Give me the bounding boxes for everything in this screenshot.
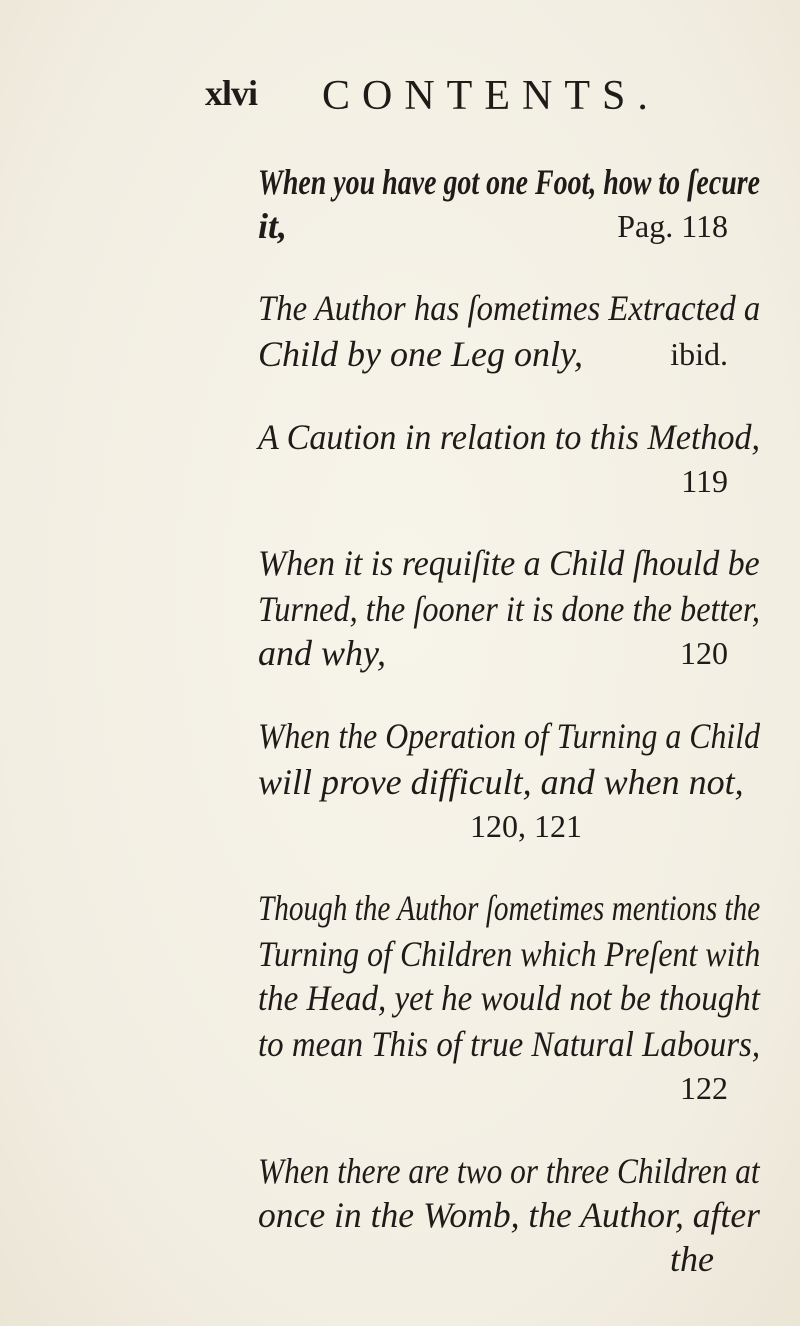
entry-line: once in the Womb, the Author, after: [258, 1194, 760, 1235]
entry-page-ref: 120: [680, 635, 728, 672]
entry-line: the Head, yet he would not be thought: [258, 978, 760, 1019]
entry-line: When there are two or three Children at: [258, 1150, 760, 1191]
entry-line: will prove difficult, and when not,: [258, 761, 744, 802]
entry-line: When you have got one Foot, how to ſecure: [258, 161, 761, 202]
entry-page-ref: 122: [680, 1070, 728, 1107]
page-header: [205, 72, 760, 132]
entry-line: Turned, the ſooner it is done the better,: [258, 589, 760, 630]
entry-page-ref: ibid.: [670, 336, 728, 373]
catchword: the: [670, 1238, 714, 1279]
entry-line: it,: [258, 205, 288, 246]
entry-page-ref: Pag. 118: [617, 207, 728, 244]
entry-line: to mean This of true Natural Labours,: [258, 1024, 761, 1065]
entry-line: The Author has ſometimes Extracted a: [258, 288, 761, 329]
entry-line: and why,: [258, 633, 387, 674]
entry-line: A Caution in relation to this Method,: [258, 416, 760, 457]
running-title: CONTENTS.: [322, 73, 660, 119]
entry-line: Turning of Children which Preſent with: [258, 934, 761, 975]
entry-page-ref: 119: [681, 462, 728, 499]
entry-line: Though the Author ſometimes mentions the: [258, 888, 761, 929]
entry-line: Child by one Leg only,: [258, 334, 583, 375]
entry-page-ref: 120, 121: [470, 807, 582, 844]
page-number: xlvi: [205, 73, 258, 113]
entry-line: When it is requiſite a Child ſhould be: [258, 543, 760, 584]
entry-line: When the Operation of Turning a Child: [258, 715, 761, 756]
